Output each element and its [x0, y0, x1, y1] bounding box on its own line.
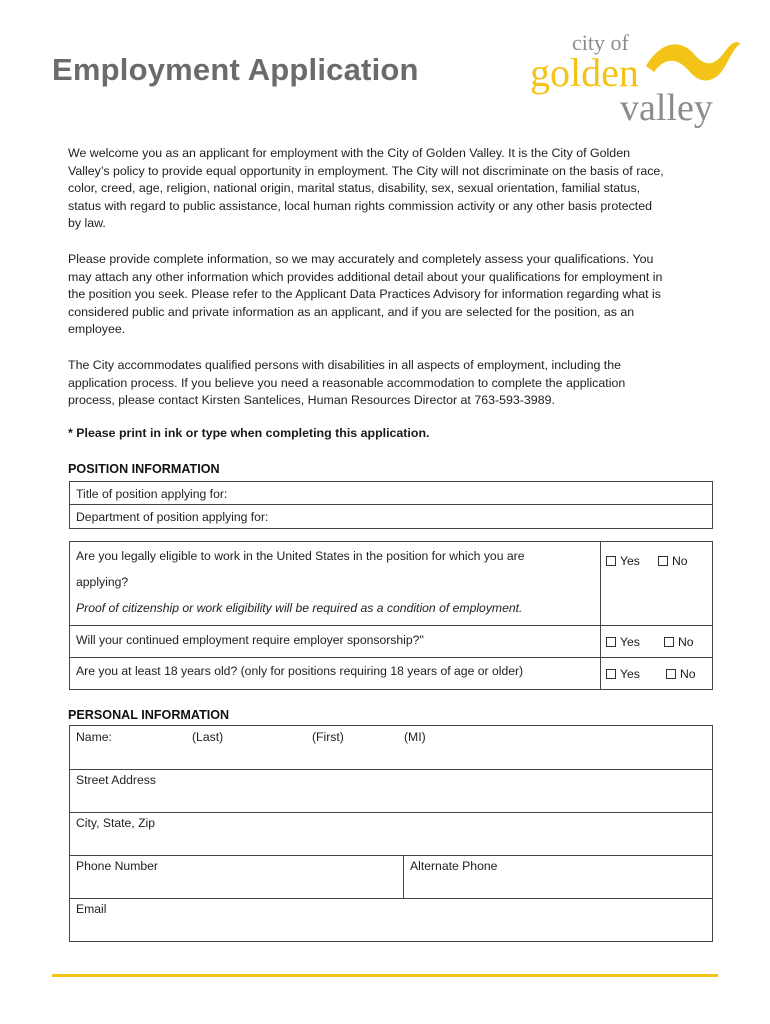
position-table	[69, 481, 713, 529]
age-no-checkbox[interactable]: No	[666, 667, 696, 681]
eligibility-divider	[600, 542, 601, 625]
page-title: Employment Application	[52, 52, 419, 87]
city-row[interactable]	[70, 813, 712, 856]
personal-heading: PERSONAL INFORMATION	[68, 708, 230, 722]
sponsorship-divider	[600, 626, 601, 657]
alternate-phone-label: Alternate Phone	[410, 859, 498, 873]
eligibility-question-line-2: applying?	[76, 575, 129, 589]
city-logo-graphic	[528, 28, 740, 132]
phone-label: Phone Number	[76, 859, 158, 873]
department-row[interactable]	[70, 505, 712, 528]
age-question: Are you at least 18 years old? (only for positions requiring 18 years of age or older)	[76, 664, 524, 678]
sponsorship-yes-checkbox[interactable]: Yes	[606, 635, 640, 649]
email-label: Email	[76, 902, 107, 916]
department-label: Department of position applying for:	[76, 510, 269, 524]
eligibility-table	[69, 541, 713, 690]
age-row	[70, 658, 712, 689]
footer-rule	[52, 974, 718, 977]
checkbox-square	[606, 637, 616, 647]
eligibility-proof-note: Proof of citizenship or work eligibility will be required as a condition of employment.	[76, 601, 523, 615]
position-heading: POSITION INFORMATION	[68, 462, 220, 476]
swoosh-graphic	[646, 42, 740, 81]
city-logo	[528, 28, 740, 132]
name-label: Name:	[76, 730, 112, 744]
phone-divider	[403, 856, 404, 898]
street-address-label: Street Address	[76, 773, 156, 787]
age-divider	[600, 658, 601, 689]
email-row[interactable]	[70, 899, 712, 943]
eligibility-no-checkbox[interactable]: No	[658, 554, 688, 568]
eligibility-question-line-1: Are you legally eligible to work in the United States in the position for which you are	[76, 549, 525, 563]
last-name-label: (Last)	[192, 730, 224, 744]
sponsorship-question: Will your continued employment require employer sponsorship?"	[76, 633, 424, 647]
personal-table	[69, 725, 713, 942]
logo-line-3: valley	[620, 87, 713, 129]
phone-row	[70, 856, 712, 899]
age-yes-checkbox[interactable]: Yes	[606, 667, 640, 681]
print-note: * Please print in ink or type when completing this application.	[68, 426, 430, 440]
checkbox-square	[664, 637, 674, 647]
intro-paragraph-3: The City accommodates qualified persons with disabilities in all aspects of employment, including the application process. If you believe you need a reasonable accommodation to complete the application process, please contact Kirsten Santelices, Human Resources Director at 763-593-3989.	[68, 358, 626, 407]
checkbox-square	[658, 556, 668, 566]
logo-line-1: city of	[572, 30, 629, 55]
middle-initial-label: (MI)	[404, 730, 426, 744]
city-state-zip-label: City, State, Zip	[76, 816, 156, 830]
checkbox-square	[606, 669, 616, 679]
intro-paragraph-2: Please provide complete information, so we may accurately and completely assess your qualifications. You may attach any other information which provides additional detail about your qualifications for employment in the position you seek. Please refer to the Applicant Data Practices Advisory for information regarding what is considered public and private information as an applicant, and if you are selected for the position, as an employee.	[68, 252, 663, 336]
street-row[interactable]	[70, 770, 712, 813]
checkbox-square	[666, 669, 676, 679]
eligibility-yes-checkbox[interactable]: Yes	[606, 554, 640, 568]
intro-paragraph-1: We welcome you as an applicant for employment with the City of Golden Valley. It is the City of Golden Valley’s policy to provide equal opportunity in employment. The City will not discriminate on the basis of race, color, creed, age, religion, national origin, marital status, disability, sex, sexual orientation, familial status, status with regard to public assistance, local human rights commission activity or any other basis protected by law.	[68, 146, 664, 230]
eligibility-row-1	[70, 542, 712, 626]
sponsorship-no-checkbox[interactable]: No	[664, 635, 694, 649]
sponsorship-row	[70, 626, 712, 658]
first-name-label: (First)	[312, 730, 344, 744]
checkbox-square	[606, 556, 616, 566]
logo-line-2: golden	[530, 50, 639, 95]
name-row[interactable]	[70, 726, 712, 770]
position-title-label: Title of position applying for:	[76, 487, 228, 501]
position-title-row[interactable]	[70, 482, 712, 505]
